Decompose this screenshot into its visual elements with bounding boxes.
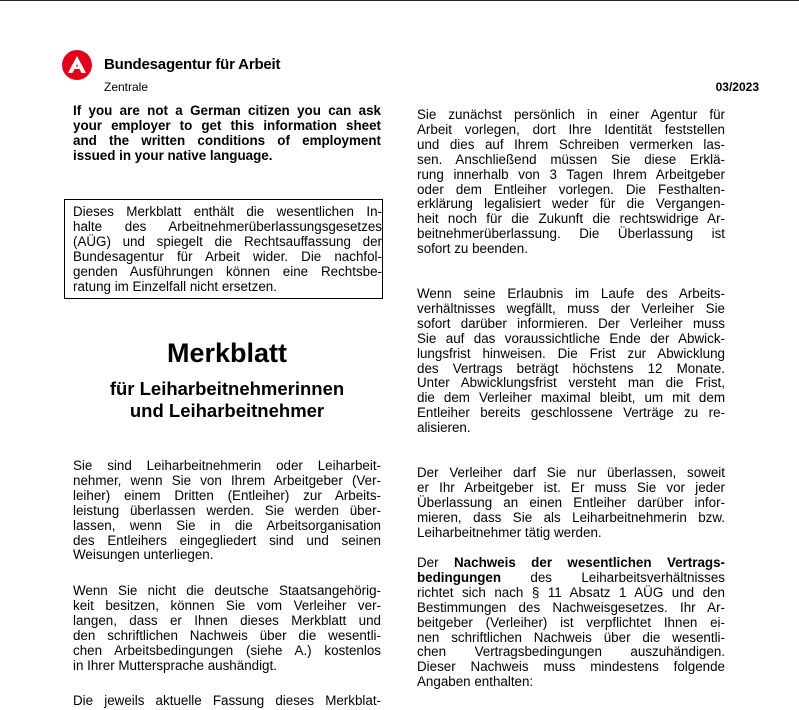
text-line: des Entleihers eingegliedert sind und seinen [73,532,381,548]
text-line: heit noch für die Zukunft die rechtswidrige Ar- [417,211,725,227]
subtitle-line: und Leiharbeitnehmer [129,400,325,421]
text-line: Weisungen unterliegen. [73,547,214,563]
text-line: in Ihrer Muttersprache aushändigt. [73,657,277,673]
notice-line: Bundesagentur für Arbeit wider. Die nachfol- [73,249,382,264]
text-line: oder dem Entleiher vorlegen. Die Festhalten- [417,181,725,197]
text-line: langen, dass er Ihnen dieses Merkblatt und [73,612,381,628]
text-line: lassen, wenn Sie in die Arbeitsorganisation [73,517,381,533]
notice-line: ratung im Einzelfall nicht ersetzen. [73,279,277,294]
paragraph-permit-loss [417,287,725,436]
notice-box [64,199,383,299]
text-line: Sie auf das voraussichtliche Ende der Abwick- [417,330,725,346]
text-line: Dieser Nachweis muss mindestens folgende [417,659,725,675]
brand-subtitle: Zentrale [104,80,149,94]
text-line: Entleiher bereits geschlossene Verträge zu re- [417,405,725,421]
text-line: Unter Abwicklungsfrist versteht man die Frist, [417,375,725,391]
top-rule [0,0,799,1]
text-line: nehmer, wenn Sie von Ihrem Arbeitgeber (Ver- [73,472,381,488]
nachweis-pre: Der [417,555,454,570]
subtitle-line: für Leiharbeitnehmerinnen [109,378,345,399]
text-line [417,571,725,586]
text-line: Die jeweils aktuelle Fassung dieses Merkblat- [73,693,381,708]
text-line: Sie sind Leiharbeitnehmerin oder Leiharbeit- [73,458,381,473]
intro-line: and the written conditions of employment [73,133,381,148]
text-line: sen. Anschließend müssen Sie diese Erklä- [417,151,725,167]
text-line: rung innerhalb von 3 Tagen Ihrem Arbeitgeber [417,166,725,182]
text-line: chen Arbeitsbedingungen (siehe A.) kostenlos [73,642,381,658]
page-subtitle [73,378,381,422]
text-line [417,556,725,571]
text-line: und dies auf Ihrem Schreiben vermerken las- [417,136,725,152]
paragraph-definition [73,459,381,563]
text-line: keit besitzen, können Sie vom Verleiher ver- [73,597,381,613]
paragraph-employer [417,466,725,541]
text-line: chen Vertragsbedingungen auszuhändigen. [417,644,725,660]
text-line: Bestimmungen des Nachweisgesetzes. Ihr Ar- [417,599,725,615]
text-line: Leiharbeitnehmer tätig werden. [417,524,602,540]
text-line: beitgeber (Verleiher) ist verpflichtet Ihnen ei- [417,614,725,630]
paragraph-current-version [73,694,381,709]
text-line: Arbeit vorlegen, dort Ihre Identität feststellen [417,121,725,137]
intro-line: If you are not a German citizen you can ask [73,103,381,118]
text-line: leistung überlassen werden. Sie werden über- [73,502,381,518]
text-line: leiher) einem Dritten (Entleiher) zur Arbeits- [73,487,381,503]
text-line: er Ihr Arbeitgeber ist. Er muss Sie vor jeder [417,479,725,495]
text-line: die dem Verleiher maximal bleibt, um mit dem [417,390,725,406]
text-line: Der Verleiher darf Sie nur überlassen, soweit [417,465,725,480]
text-line: nen schriftlichen Nachweis über die wesentli- [417,629,725,645]
text-line: lungsfrist hinweisen. Die Frist zur Abwicklung [417,345,725,361]
brand-name: Bundesagentur für Arbeit [104,56,281,73]
intro-english [73,103,381,163]
text-line: Sie zunächst persönlich in einer Agentur für [417,107,725,122]
paragraph-declaration [417,108,725,257]
text-line: Überlassung an einen Entleiher darüber infor- [417,494,725,510]
text-line: sofort zu beenden. [417,241,528,257]
notice-line: halte des Arbeitnehmerüberlassungsgesetzes [73,219,382,234]
paragraph-native-language [73,584,381,673]
text-line: beitnehmerüberlassung. Die Überlassung ist [417,226,725,242]
paragraph-nachweis [417,556,725,690]
nachweis-bold-term: Nachweis der wesentlichen Vertrags- [454,555,725,570]
page-title: Merkblatt [166,338,288,368]
text-line: mieren, dass Sie als Leiharbeitnehmerin bzw. [417,509,725,525]
nachweis-bold-term: bedingungen [417,569,502,585]
notice-line: (AÜG) und spiegelt die Rechtsauffassung der [73,234,382,249]
notice-line: genden Ausführungen können eine Rechtsbe- [73,264,382,279]
text-line: des Vertrags beträgt höchstens 12 Monate. [417,360,725,376]
document-date: 03/2023 [715,80,759,94]
text-line: Wenn Sie nicht die deutsche Staatsangehörig- [73,583,381,598]
text-line: verhältnisses wegfällt, muss der Verleiher Sie [417,300,725,316]
nachweis-rest: des Leiharbeitsverhältnisses [501,569,725,585]
notice-line: Dieses Merkblatt enthält die wesentlichen In- [73,204,382,219]
ba-logo-icon [62,50,92,80]
text-line: erklärung legalisiert weder für die Vergangen- [417,196,725,212]
intro-line: issued in your native language. [73,148,273,163]
text-line: richtet sich nach § 11 Absatz 1 AÜG und den [417,584,725,600]
text-line: Wenn seine Erlaubnis im Laufe des Arbeits- [417,286,725,301]
text-line: Angaben enthalten: [417,674,534,690]
text-line: sofort darüber informieren. Der Verleiher muss [417,315,725,331]
text-line: alisieren. [417,420,471,436]
intro-line: your employer to get this information sheet [73,118,381,133]
text-line: den schriftlichen Nachweis über die wesentli- [73,627,381,643]
